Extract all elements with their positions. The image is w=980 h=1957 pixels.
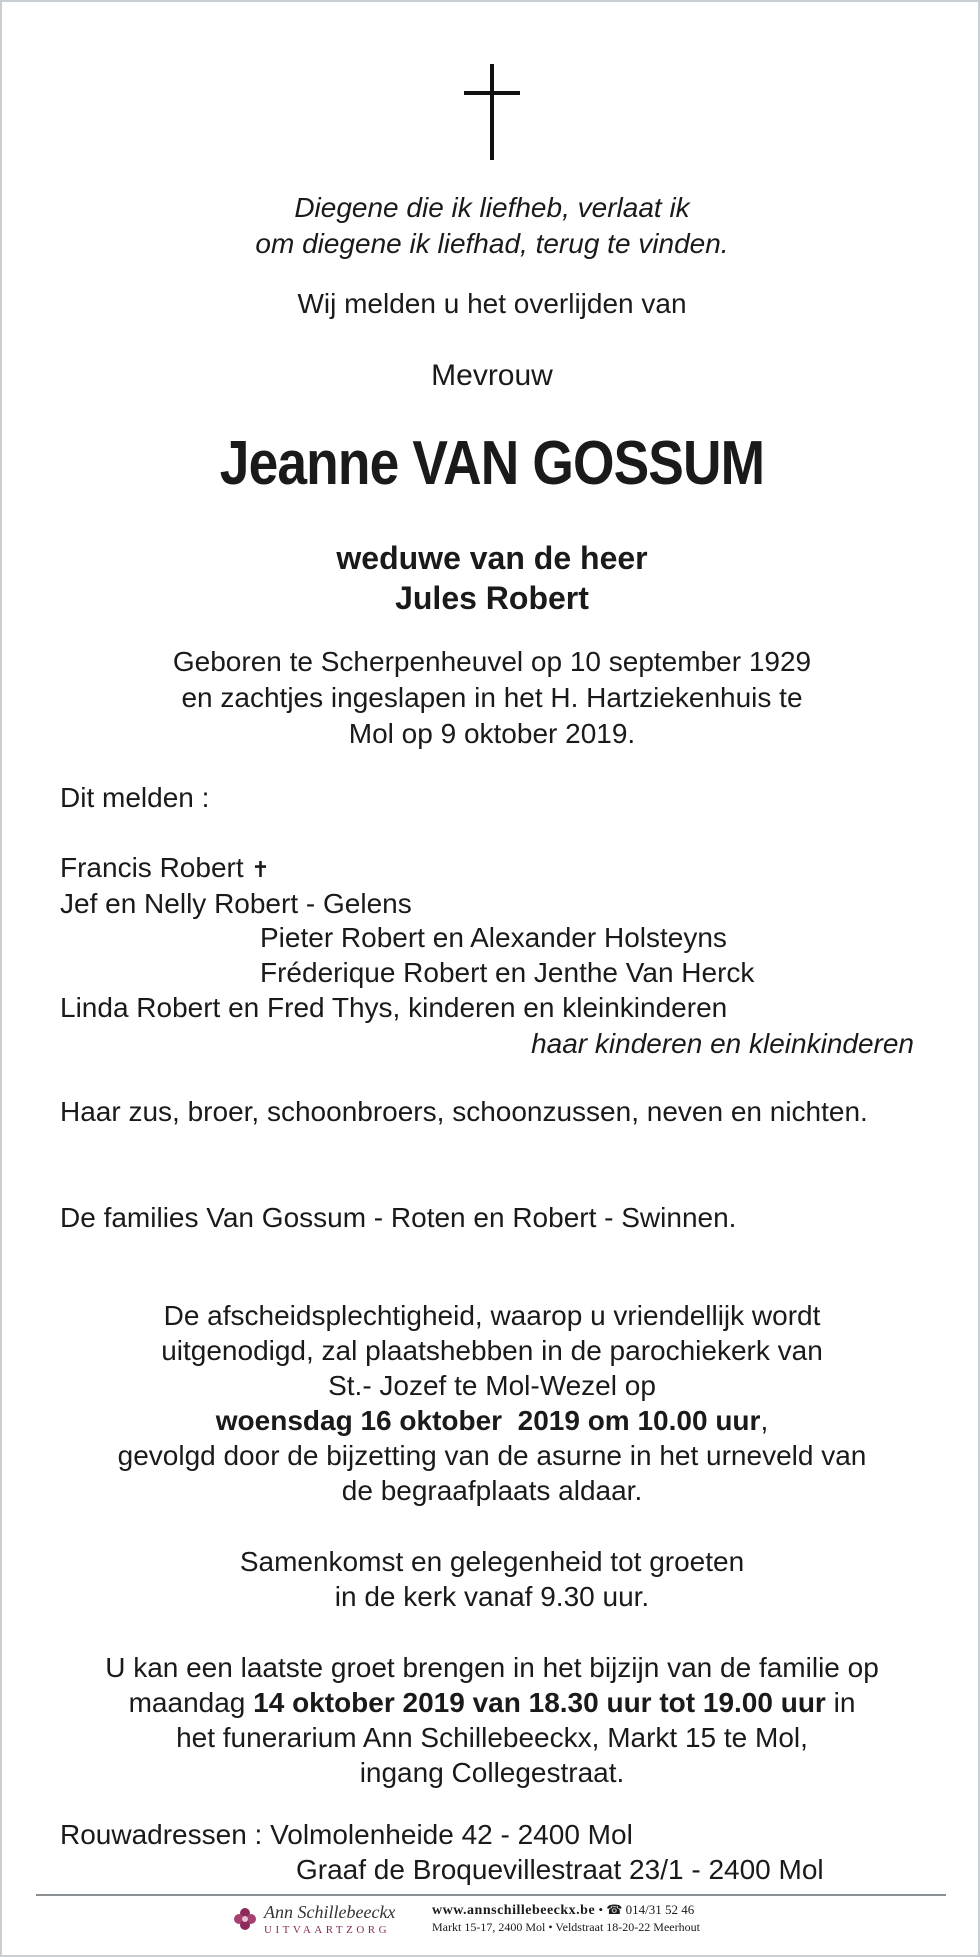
deceased-cross-icon: ✝ <box>251 857 270 882</box>
address-line-1: Rouwadressen : Volmolenheide 42 - 2400 Mol <box>60 1819 633 1850</box>
birth-death-info <box>2 644 980 752</box>
family-note: haar kinderen en kleinkinderen <box>531 1028 914 1059</box>
brand-subtitle: UITVAARTZORG <box>264 1924 391 1936</box>
born-line-1: Geboren te Scherpenheuvel op 10 september 1929 <box>172 646 812 677</box>
family-line-5: Linda Robert en Fred Thys, kinderen en kleinkinderen <box>60 992 728 1023</box>
cross-icon <box>464 64 520 160</box>
ceremony-info <box>2 1298 980 1508</box>
website-link[interactable]: www.annschillebeeckx.be <box>432 1903 596 1918</box>
born-line-3: Mol op 9 oktober 2019. <box>348 718 636 749</box>
flower-logo-icon <box>232 1906 258 1932</box>
intro-text: Wij melden u het overlijden van <box>297 288 687 319</box>
ceremony-line-4: woensdag 16 oktober 2019 om 10.00 uur, <box>215 1405 769 1436</box>
families-text: De families Van Gossum - Roten en Robert - Swinnen. <box>60 1202 737 1233</box>
family-line-2: Jef en Nelly Robert - Gelens <box>60 888 412 919</box>
phone-number: • ☎ 014/31 52 46 <box>598 1902 695 1917</box>
ceremony-line-5: gevolgd door de bijzetting van de asurne in het urneveld van <box>117 1440 867 1471</box>
footer <box>2 1898 980 1955</box>
meeting-line-1: Samenkomst en gelegenheid tot groeten <box>239 1546 745 1577</box>
family-line-4: Fréderique Robert en Jenthe Van Herck <box>260 957 755 988</box>
visit-line-3: het funerarium Ann Schillebeeckx, Markt 15 te Mol, <box>176 1722 808 1753</box>
ceremony-line-2: uitgenodigd, zal plaatshebben in de parochiekerk van <box>161 1335 823 1366</box>
footer-divider <box>36 1894 946 1896</box>
announce-label: Dit melden : <box>60 782 210 813</box>
quote-line-2: om diegene ik liefhad, terug te vinden. <box>255 228 729 259</box>
ceremony-line-1: De afscheidsplechtigheid, waarop u vriendellijk wordt <box>163 1300 821 1331</box>
memorial-quote <box>2 190 980 262</box>
widow-line-2: Jules Robert <box>395 580 589 616</box>
ceremony-line-3: St.- Jozef te Mol-Wezel op <box>328 1370 656 1401</box>
widow-of <box>2 538 980 618</box>
ceremony-date: woensdag 16 oktober 2019 om 10.00 uur <box>215 1405 761 1436</box>
footer-address: Markt 15-17, 2400 Mol • Veldstraat 18-20-22 Meerhout <box>432 1920 700 1934</box>
family-line-1-text: Francis Robert <box>60 852 244 883</box>
family-line-1 <box>60 850 270 888</box>
ceremony-line-6: de begraafplaats aldaar. <box>341 1475 643 1506</box>
brand-name: Ann Schillebeeckx <box>264 1902 396 1922</box>
visit-date: 14 oktober 2019 van 18.30 uur tot 19.00 uur <box>253 1687 826 1718</box>
visit-line-4: ingang Collegestraat. <box>359 1757 625 1788</box>
family-line-3: Pieter Robert en Alexander Holsteyns <box>260 922 727 953</box>
widow-line-1: weduwe van de heer <box>336 540 648 576</box>
salutation: Mevrouw <box>431 359 553 392</box>
footer-contact <box>432 1902 694 1919</box>
visit-line-1: U kan een laatste groet brengen in het bijzijn van de familie op <box>105 1652 879 1683</box>
address-line-2: Graaf de Broquevillestraat 23/1 - 2400 Mol <box>296 1854 824 1885</box>
born-line-2: en zachtjes ingeslapen in het H. Hartziekenhuis te <box>181 682 803 713</box>
meeting-line-2: in de kerk vanaf 9.30 uur. <box>334 1581 650 1612</box>
visit-line-2: maandag 14 oktober 2019 van 18.30 uur tot 19.00 uur in <box>128 1687 856 1718</box>
visit-info <box>2 1650 980 1790</box>
meeting-info <box>2 1544 980 1614</box>
deceased-name: Jeanne VAN GOSSUM <box>219 429 765 498</box>
relatives-text: Haar zus, broer, schoonbroers, schoonzussen, neven en nichten. <box>60 1096 868 1127</box>
quote-line-1: Diegene die ik liefheb, verlaat ik <box>294 192 690 223</box>
